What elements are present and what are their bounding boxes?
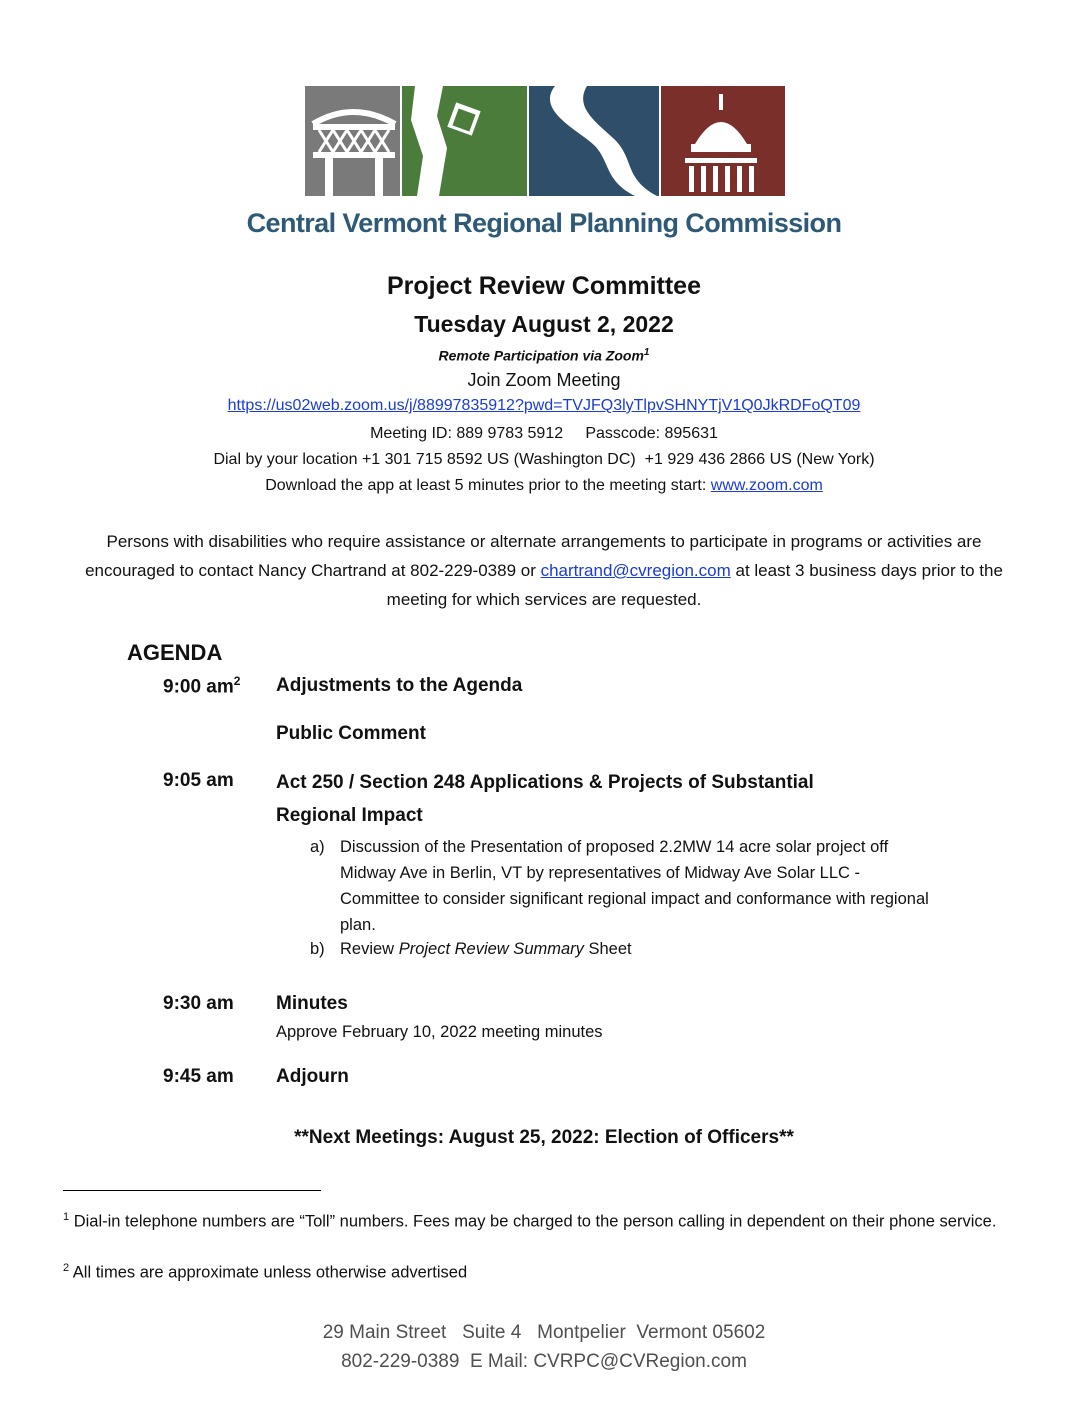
agenda-item: Adjourn: [276, 1066, 349, 1087]
agenda-item: Adjustments to the Agenda: [276, 675, 523, 696]
page-title: Project Review Committee: [387, 272, 701, 300]
agenda-subitem: [310, 834, 930, 938]
accessibility-notice: Persons with disabilities who require assistance or alternate arrangements to participate in programs or activities are encouraged to contact Nancy Chartrand at 802-229-0389 or chartrand@cvregion.com at least 3 business days prior to the meeting for which services are requested.: [85, 532, 1003, 609]
agenda-heading: AGENDA: [127, 640, 223, 665]
remote-participation: Remote Participation via Zoom$^1$: [438, 347, 650, 364]
agenda-time: 9:05 am: [163, 770, 234, 791]
agenda-item: Minutes: [276, 993, 348, 1014]
agenda-time: 9:00 $am^2$: [163, 674, 241, 698]
footer-contact: 802-229-0389 E Mail: CVRPC@CVRegion.com: [341, 1351, 747, 1372]
footnote-1: $^1$ Dial-in telephone numbers are “Toll” numbers. Fees may be charged to the person calling in dependent on their phone service.: [63, 1211, 997, 1231]
river-logo-panel: [529, 86, 659, 196]
meeting-date: Tuesday August 2, 2022: [414, 311, 674, 337]
bridge-logo-panel: [305, 86, 400, 196]
meeting-id: Meeting ID: 889 9783 5912 Passcode: 895631: [370, 425, 718, 442]
agenda-item: Act 250 / Section 248 Applications & Projects of Substantial: [276, 772, 814, 793]
vermont-logo-panel: [402, 86, 527, 196]
capitol-logo-panel: [661, 86, 785, 196]
agenda-time: 9:45 am: [163, 1066, 234, 1087]
zoom-download-link[interactable]: www.zoom.com: [710, 477, 823, 494]
next-meetings: **Next Meetings: August 25, 2022: Election of Officers**: [294, 1127, 794, 1148]
agenda-item: Public Comment: [276, 723, 426, 744]
zoom-link-line: [0, 397, 1088, 415]
logo-org-name: Central Vermont Regional Planning Commission: [246, 208, 842, 238]
subitem-label: a): [310, 838, 325, 856]
agenda-item-detail: Approve February 10, 2022 meeting minutes: [276, 1023, 603, 1041]
join-zoom-label: Join Zoom Meeting: [467, 370, 621, 390]
footnote-2: $^2$ All times are approximate unless otherwise advertised: [63, 1262, 468, 1282]
agenda-item: Regional Impact: [276, 805, 423, 826]
dial-in-numbers: Dial by your location +1 301 715 8592 US (Washington DC) +1 929 436 2866 US (New York): [213, 451, 875, 468]
footer-address: 29 Main Street Suite 4 Montpelier Vermont 05602: [322, 1322, 766, 1343]
agenda-subitem: [310, 936, 930, 962]
footnote-divider: [63, 1190, 321, 1191]
subitem-label: b): [310, 940, 325, 958]
agenda-time: 9:30 am: [163, 993, 234, 1014]
zoom-link[interactable]: https://us02web.zoom.us/j/88997835912?pwd=TVJFQ3lyTlpvSHNYTjV1Q0JkRDFoQT09: [227, 397, 861, 414]
download-line: Download the app at least 5 minutes prior to the meeting start: www.zoom.com: [265, 477, 823, 494]
subitem-text: Discussion of the Presentation of proposed 2.2MW 14 acre solar project off Midway Ave in Berlin, VT by representatives of Midway Ave Solar LLC - Committee to consider significant regional impact and conformance with regional plan.: [340, 838, 929, 934]
subitem-text: Review Project Review Summary Sheet: [340, 940, 632, 958]
cvrpc-logo: [305, 86, 785, 196]
email-link[interactable]: chartrand@cvregion.com: [540, 561, 731, 580]
